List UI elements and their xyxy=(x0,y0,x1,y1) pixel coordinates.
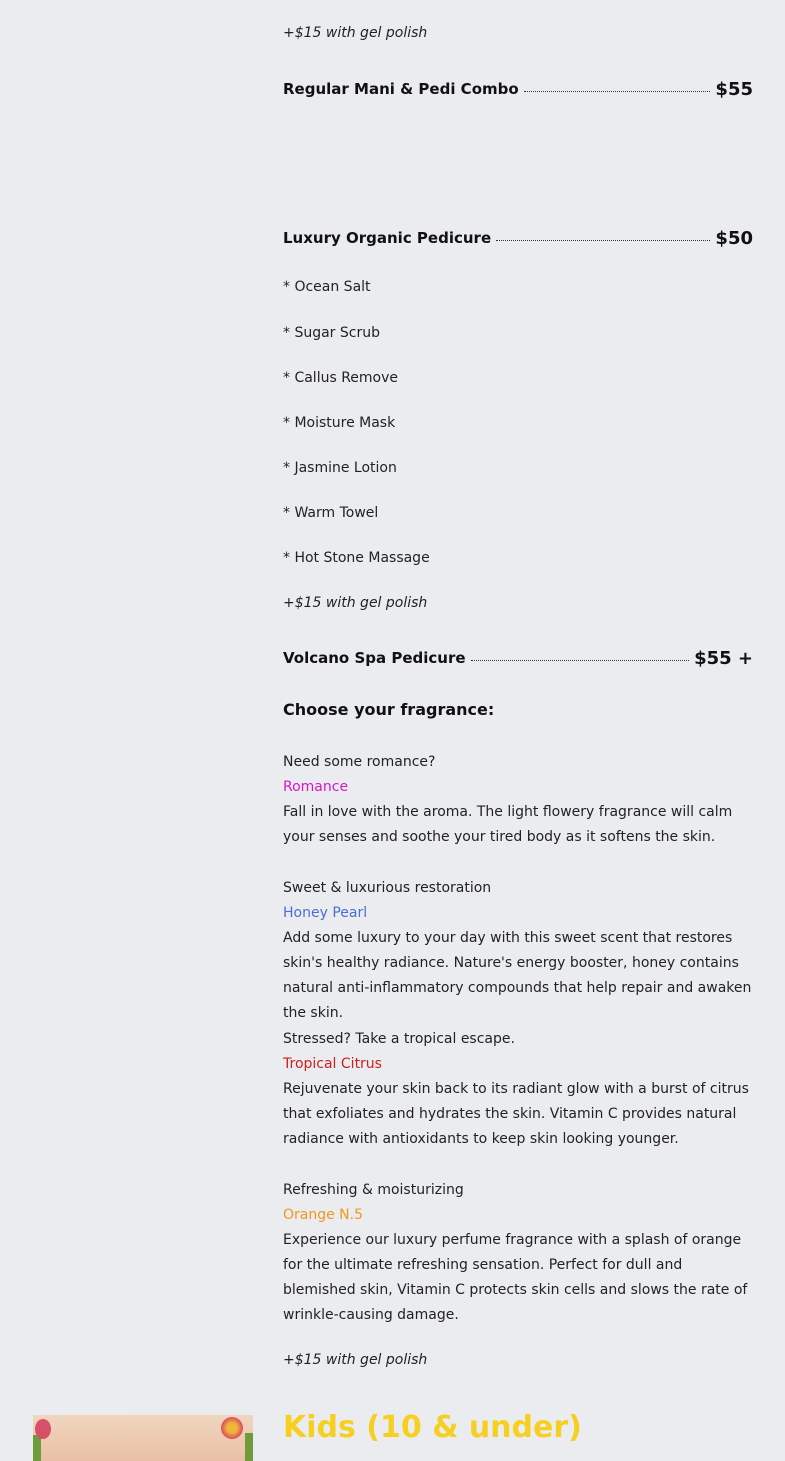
fragrance-tagline: Refreshing & moisturizing xyxy=(283,1182,464,1198)
fragrance-tagline: Sweet & luxurious restoration xyxy=(283,880,492,896)
luxury-step: * Jasmine Lotion xyxy=(283,460,397,476)
kids-photo xyxy=(33,1415,253,1461)
service-regular-combo xyxy=(283,77,753,98)
service-price: $55 + xyxy=(694,648,753,669)
luxury-step: * Ocean Salt xyxy=(283,279,371,295)
luxury-step: * Hot Stone Massage xyxy=(283,550,430,566)
fragrance-tagline: Stressed? Take a tropical escape. xyxy=(283,1031,515,1047)
luxury-step: * Callus Remove xyxy=(283,370,399,386)
fragrance-item-honey-pearl xyxy=(283,876,753,1026)
gel-polish-note: +$15 with gel polish xyxy=(283,595,428,611)
service-price: $55 xyxy=(715,79,753,100)
price-leader-dots xyxy=(471,659,690,661)
flower-stem xyxy=(245,1433,253,1461)
fragrance-description: Experience our luxury perfume fragrance with a splash of orange for the ultimate refreshing sensation. Perfect for dull and blemished skin, Vitamin C protects skin cells and slows the rate of wrinkle-causing damage. xyxy=(283,1232,748,1323)
fragrance-item-tropical-citrus xyxy=(283,1027,753,1152)
fragrance-description: Rejuvenate your skin back to its radiant glow with a burst of citrus that exfoliates and hydrates the skin. Vitamin C provides natural radiance with antioxidants to keep skin looking younger. xyxy=(283,1081,749,1147)
fragrance-description: Fall in love with the aroma. The light flowery fragrance will calm your senses and soothe your tired body as it softens the skin. xyxy=(283,804,733,845)
luxury-step: * Warm Towel xyxy=(283,505,379,521)
flower-stem xyxy=(33,1435,41,1461)
fragrance-heading: Choose your fragrance: xyxy=(283,700,495,719)
price-leader-dots xyxy=(496,239,710,241)
luxury-step: * Sugar Scrub xyxy=(283,325,380,341)
gel-polish-note: +$15 with gel polish xyxy=(283,25,428,41)
flower-icon xyxy=(35,1419,51,1439)
service-name: Regular Mani & Pedi Combo xyxy=(283,80,519,98)
fragrance-tagline: Need some romance? xyxy=(283,754,436,770)
service-volcano-spa xyxy=(283,646,753,667)
service-name: Luxury Organic Pedicure xyxy=(283,229,492,247)
fragrance-item-orange-n5 xyxy=(283,1178,753,1328)
fragrance-name: Orange N.5 xyxy=(283,1207,364,1223)
luxury-step: * Moisture Mask xyxy=(283,415,396,431)
gel-polish-note: +$15 with gel polish xyxy=(283,1352,428,1368)
fragrance-name: Honey Pearl xyxy=(283,905,368,921)
service-name: Volcano Spa Pedicure xyxy=(283,649,466,667)
service-price: $50 xyxy=(715,228,753,249)
price-leader-dots xyxy=(524,90,711,92)
flower-icon xyxy=(221,1417,243,1439)
kids-section-title: Kids (10 & under) xyxy=(283,1410,582,1445)
fragrance-item-romance xyxy=(283,750,753,850)
service-luxury-organic xyxy=(283,226,753,247)
fragrance-name: Romance xyxy=(283,779,349,795)
fragrance-description: Add some luxury to your day with this sweet scent that restores skin's healthy radiance. Nature's energy booster, honey contains natural anti-inflammatory compounds that help repair and awaken the skin. xyxy=(283,930,752,1021)
fragrance-name: Tropical Citrus xyxy=(283,1056,382,1072)
